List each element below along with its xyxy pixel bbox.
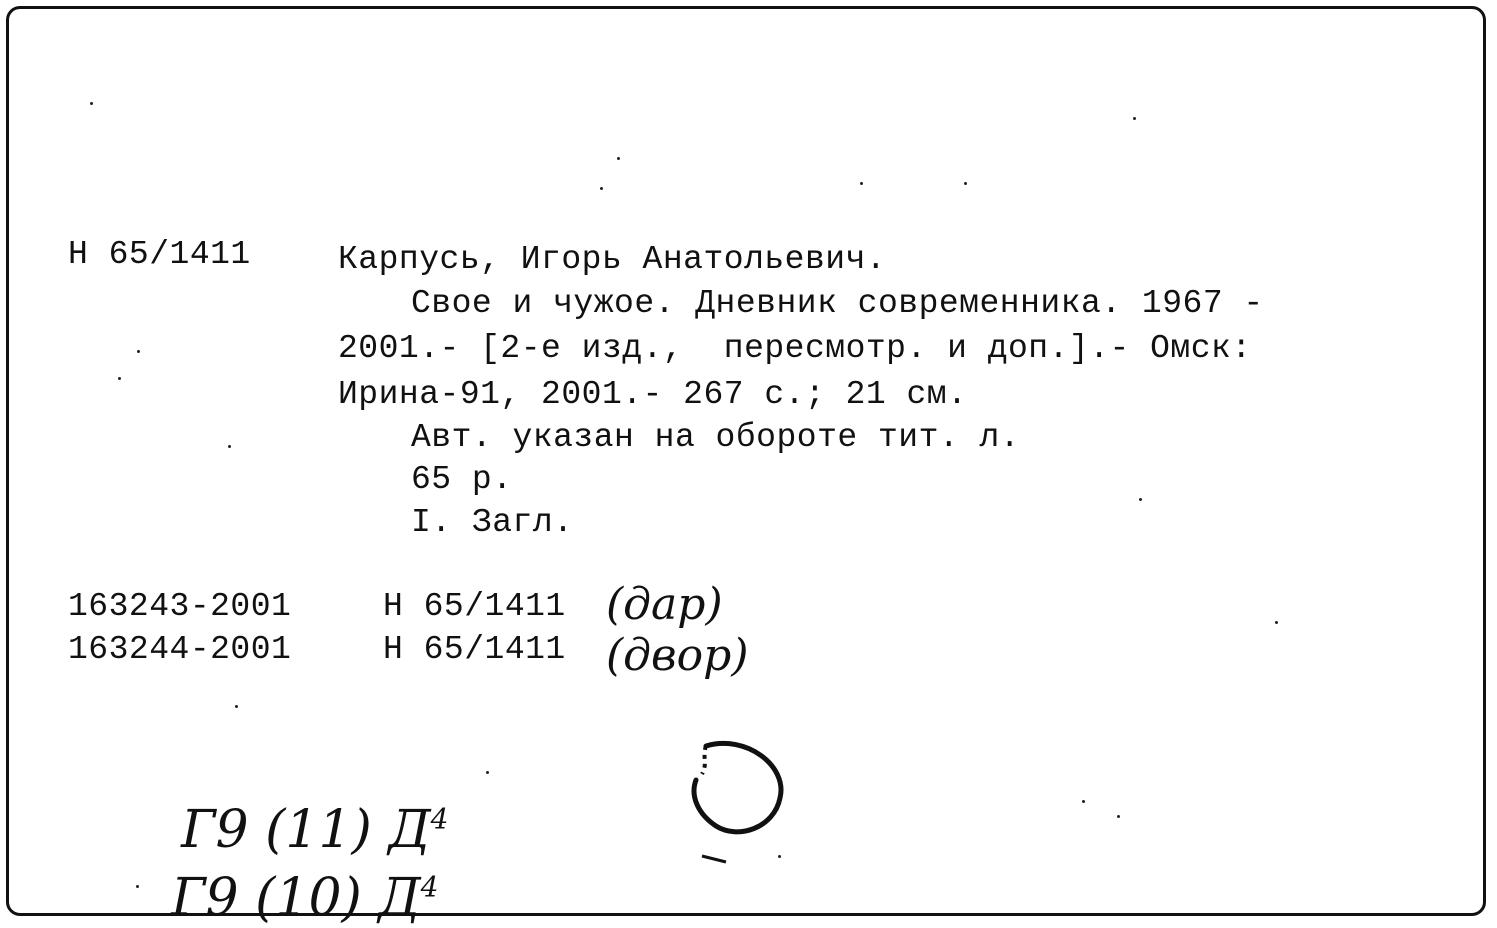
scan-speck bbox=[617, 157, 620, 160]
price-line: 65 р. bbox=[411, 461, 513, 498]
shelf-mark: Н 65/1411 bbox=[383, 588, 566, 625]
scan-speck bbox=[486, 771, 489, 774]
inventory-number: 163243-2001 bbox=[68, 588, 292, 625]
scan-speck bbox=[1133, 117, 1136, 120]
title-line-3: Ирина-91, 2001.- 267 с.; 21 см. bbox=[338, 376, 968, 413]
title-line-1: Свое и чужое. Дневник современника. 1967 - bbox=[411, 285, 1264, 322]
handwritten-note: (дар) bbox=[606, 579, 723, 630]
code-superscript: 4 bbox=[420, 870, 439, 904]
scan-speck bbox=[860, 182, 863, 185]
note-line: Авт. указан на обороте тит. л. bbox=[411, 419, 1021, 456]
scan-speck bbox=[1139, 498, 1142, 501]
scan-speck bbox=[235, 705, 238, 708]
scan-speck bbox=[118, 377, 121, 380]
tracing-line: I. Загл. bbox=[411, 504, 574, 541]
inventory-number: 163244-2001 bbox=[68, 631, 292, 668]
scan-speck bbox=[600, 187, 603, 190]
scan-speck bbox=[1275, 621, 1278, 624]
scan-speck bbox=[1117, 815, 1120, 818]
scan-speck bbox=[778, 855, 781, 858]
scan-speck bbox=[90, 102, 93, 105]
scan-speck bbox=[228, 445, 231, 448]
code-superscript: 4 bbox=[430, 802, 449, 836]
scan-speck bbox=[1082, 800, 1085, 803]
scan-speck bbox=[136, 885, 139, 888]
code-text: Г9 (11) Д bbox=[181, 800, 431, 860]
scan-speck bbox=[964, 182, 967, 185]
title-line-2: 2001.- [2-е изд., пересмотр. и доп.].- Омск: bbox=[338, 330, 1252, 367]
handwritten-code bbox=[138, 820, 439, 928]
scan-speck bbox=[137, 350, 140, 353]
shelf-mark: Н 65/1411 bbox=[383, 631, 566, 668]
handwritten-note: (двор) bbox=[606, 630, 749, 681]
call-number: Н 65/1411 bbox=[68, 236, 251, 273]
code-text: Г9 (10) Д bbox=[171, 868, 421, 928]
author-heading: Карпусь, Игорь Анатольевич. bbox=[338, 241, 887, 278]
